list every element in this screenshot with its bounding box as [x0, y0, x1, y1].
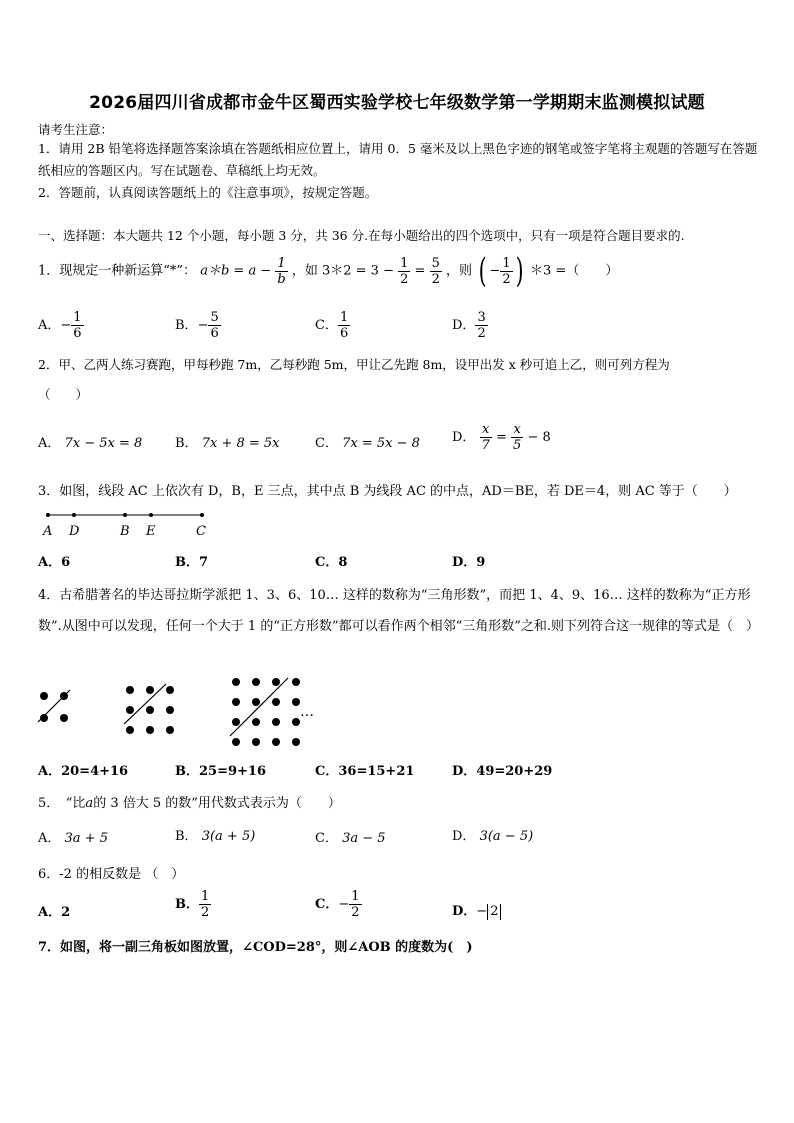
dot-pattern-figure	[32, 672, 332, 752]
option-d[interactable]: D． $\frac{3}{2}$	[452, 310, 486, 341]
option-d[interactable]: D． 3(a − 5)	[452, 829, 534, 844]
label-a: A	[43, 524, 53, 539]
question-1-then: ，则	[446, 263, 473, 279]
option-d[interactable]: D．9	[452, 555, 486, 570]
equals-sign: =	[414, 263, 426, 279]
left-paren: (	[478, 251, 487, 291]
fraction: $\frac{1}{b}$	[277, 255, 286, 287]
point-c	[200, 513, 204, 517]
question-6: 6．-2 的相反数是 （ ）	[38, 867, 185, 882]
notice-item-1: 1．请用 2B 铅笔将选择题答案涂填在答题纸相应位置上，请用 0．5 毫米及以上黑色字迹的钢笔或签字笔将主观题的答题写在答题纸相应的答题区内。写在试题卷、草稿纸上均无效。	[38, 141, 758, 178]
question-1-definition: a＊b = a −	[200, 263, 272, 279]
option-c[interactable]: C． $\frac{1}{6}$	[315, 310, 349, 341]
minus-sign: −	[489, 263, 501, 279]
option-b[interactable]: B．25=9+16	[175, 764, 267, 779]
question-1	[38, 251, 619, 291]
option-b[interactable]: B．7	[175, 555, 209, 570]
question-4: 4．古希腊著名的毕达哥拉斯学派把 1、3、6、10… 这样的数称为“三角形数”，而把 1、4、9、16… 这样的数称为“正方形数”.从图中可以发现，任何一个大于 1 的“正方形数”都可以看作两个相邻“三角形数”之和.则下列符合这一规律的等式是（ ）	[38, 588, 760, 634]
question-1-example: ，如 3＊2 = 3 −	[291, 263, 394, 279]
question-1-lead: 1．现规定一种新运算“*”：	[38, 263, 197, 279]
option-a[interactable]: A．20=4+16	[38, 764, 129, 779]
square-number-16	[230, 678, 300, 746]
notice-heading: 请考生注意：	[38, 122, 114, 137]
option-c[interactable]: C． 7x = 5x − 8	[315, 436, 420, 451]
question-2: 2．甲、乙两人练习赛跑，甲每秒跑 7m，乙每秒跑 5m，甲让乙先跑 8m，设甲出发 x 秒可追上乙，则可列方程为	[38, 357, 670, 372]
option-c[interactable]: C．36=15+21	[315, 764, 415, 779]
point-a	[46, 513, 50, 517]
fraction: $\frac{5}{2}$	[431, 255, 440, 287]
option-a[interactable]: A． 3a + 5	[38, 831, 108, 846]
notice-item-2: 2．答题前，认真阅读答题纸上的《注意事项》，按规定答题。	[38, 185, 378, 200]
option-a[interactable]: A． 7x − 5x = 8	[38, 436, 143, 451]
label-d: D	[69, 524, 80, 539]
option-b[interactable]: B． 3(a + 5)	[175, 829, 256, 844]
question-3: 3．如图，线段 AC 上依次有 D，B，E 三点，其中点 B 为线段 AC 的中点，AD＝BE，若 DE＝4，则 AC 等于（ ）	[38, 484, 737, 499]
option-c[interactable]: C．− $\frac{1}{2}$	[315, 889, 360, 920]
option-d[interactable]: D．− 2	[452, 900, 501, 920]
option-b[interactable]: B． $\frac{1}{2}$	[175, 889, 210, 920]
square-number-9	[124, 684, 174, 734]
question-7: 7．如图，将一副三角板如图放置，∠COD=28°，则∠AOB 的度数为( )	[38, 940, 473, 955]
point-e	[149, 513, 153, 517]
option-c[interactable]: C．8	[315, 555, 348, 570]
question-5: 5． “比a的 3 倍大 5 的数”用代数式表示为（ ）	[38, 796, 341, 811]
right-paren: )	[515, 251, 524, 291]
question-2-paren: （ ）	[38, 387, 89, 402]
square-number-4	[38, 690, 70, 722]
label-c: C	[196, 524, 206, 539]
option-d[interactable]: D．49=20+29	[452, 764, 553, 779]
point-d	[72, 513, 76, 517]
ellipsis: …	[300, 704, 314, 720]
option-b[interactable]: B． 7x + 8 = 5x	[175, 436, 280, 451]
option-a[interactable]: A．− $\frac{1}{6}$	[38, 310, 82, 341]
fraction: $\frac{1}{2}$	[502, 255, 511, 287]
option-a[interactable]: A．6	[38, 555, 71, 570]
option-b[interactable]: B．− $\frac{5}{6}$	[175, 310, 219, 341]
option-d[interactable]: D． $\frac{x}{7}$ = $\frac{x}{5}$ − 8	[452, 422, 551, 453]
question-1-tail: ＊3 =（ ）	[530, 263, 619, 279]
segment-figure	[40, 506, 220, 540]
option-a[interactable]: A．2	[38, 905, 71, 920]
label-e: E	[146, 524, 156, 539]
fraction: $\frac{1}{2}$	[400, 255, 409, 287]
section-heading-choice: 一、选择题：本大题共 12 个小题，每小题 3 分，共 36 分.在每小题给出的四个选项中，只有一项是符合题目要求的.	[38, 228, 685, 243]
label-b: B	[120, 524, 130, 539]
page-title: 2026届四川省成都市金牛区蜀西实验学校七年级数学第一学期期末监测模拟试题	[89, 93, 705, 113]
option-c[interactable]: C． 3a − 5	[315, 831, 386, 846]
point-b	[123, 513, 127, 517]
